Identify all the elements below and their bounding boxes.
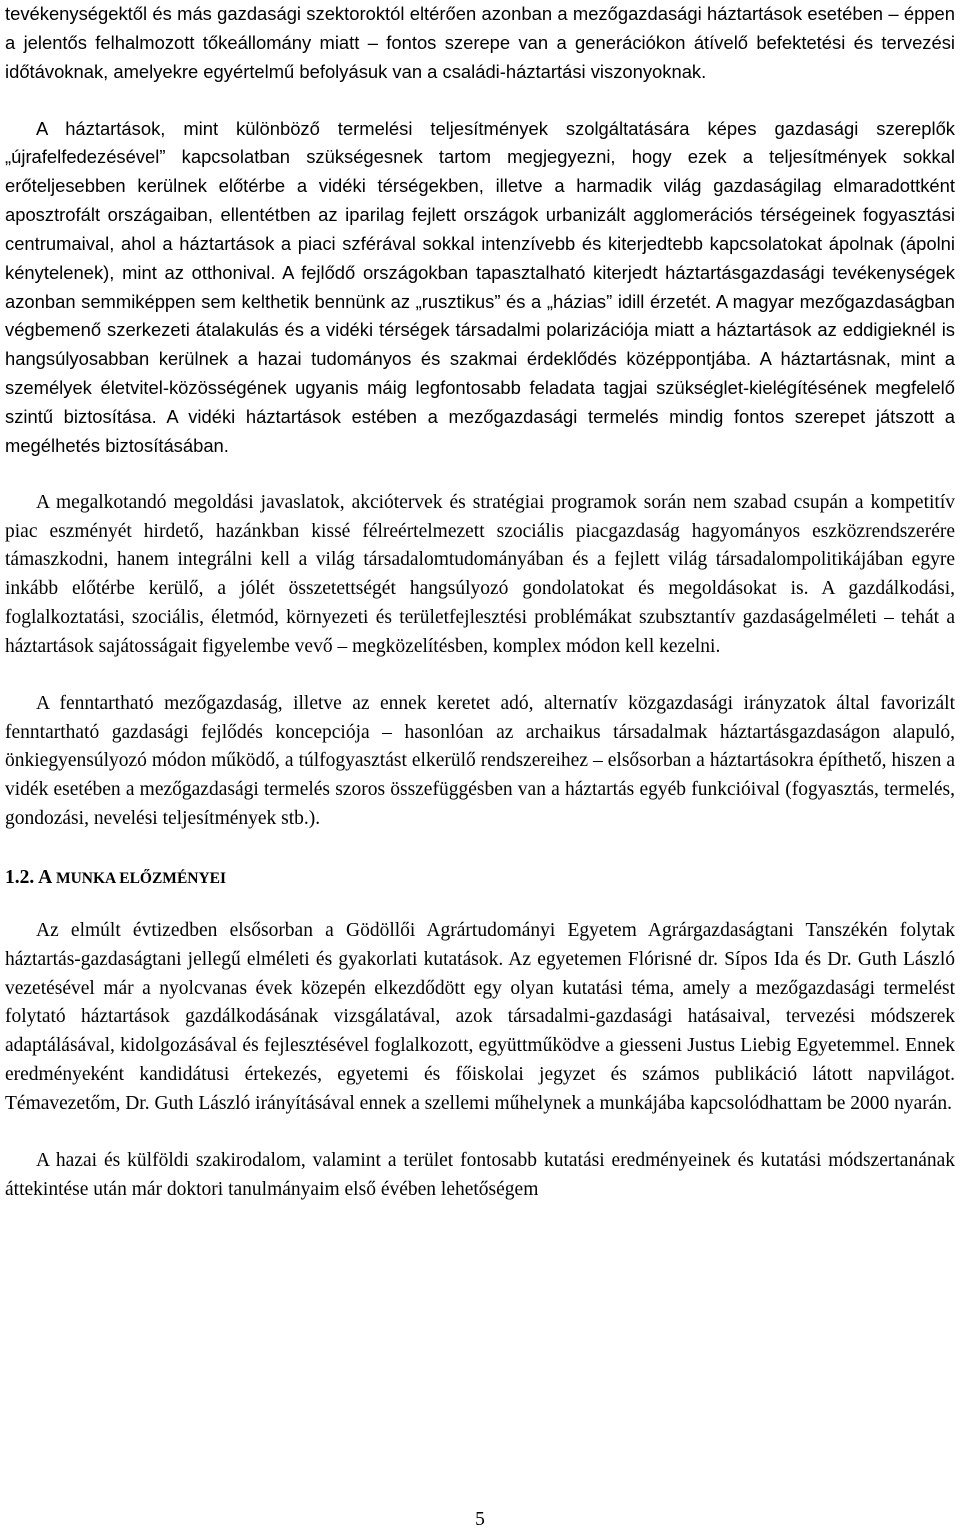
paragraph-solutions: A megalkotandó megoldási javaslatok, akciótervek és stratégiai programok során nem szabad csupán a kompetitív piac eszményét hirdető, hazánkban kissé félreértelmezett szociális piacgazdaság hagyományos eszközrendszerére támaszkodni, hanem integrálni kell a világ társadalomtudományában és a fejlett világ társadalompolitikájában egyre inkább előtérbe kerülő, a jólét összetettségét hangsúlyozó gondolatokat és megoldásokat is. A gazdálkodási, foglalkoztatási, szociális, életmód, környezeti és területfejlesztési problémákat szubsztantív gazdaságelméleti – tehát a háztartások sajátosságait figyelembe vevő – megközelítésben, komplex módon kell kezelni. — [5, 491, 955, 657]
paragraph-sustainable-agriculture: A fenntartható mezőgazdaság, illetve az ennek keretet adó, alternatív közgazdasági irányzatok által favorizált fenntartható gazdasági fejlődés koncepciója – hasonlóan az archaikus társadalmak háztartásgazdaságon alapuló, önkiegyensúlyozó módon működő, a túlfogyasztást elkerülő rendszereihez – elsősorban a háztartásokra építhető, hiszen a vidék esetében a mezőgazdasági termelés szoros összefüggésben van a háztartás egyéb funkcióival (fogyasztás, termelés, gondozási, nevelési teljesítmények stb.). — [5, 692, 955, 830]
page-number: 5 — [475, 1509, 485, 1530]
section-title-rest: MUNKA ELŐZMÉNYEI — [55, 869, 227, 887]
paragraph-prior-work: Az elmúlt évtizedben elsősorban a Gödöllői Agrártudományi Egyetem Agrárgazdaságtani Tanszékén folytak háztartás-gazdaságtani jellegű elméleti és gyakorlati kutatások. Az egyetemen Flórisné dr. Sípos Ida és Dr. Guth László vezetésével már a nyolcvanas évek közepén elkezdődött egy olyan kutatási téma, amely a mezőgazdasági termelést folytató háztartások gazdálkodásának vizsgálatával, azok társadalmi-gazdasági hatásaival, tervezési módszerek adaptálásával, kidolgozásával és fejlesztésével foglalkozott, együttműködve a giesseni Justus Liebig Egyetemmel. Ennek eredményeként kandidátusi értekezés, egyetemi és főiskolai jegyzet és számos publikáció látott napvilágot. Témavezetőm, Dr. Guth László irányításával ennek a szellemi műhelynek a munkájába kapcsolódhattam be 2000 nyarán. — [5, 919, 955, 1114]
paragraph-continuation: tevékenységektől és más gazdasági szektoroktól eltérően azonban a mezőgazdasági háztartások esetében – éppen a jelentős felhalmozott tőkeállomány miatt – fontos szerepe van a generációkon átívelő befektetési és tervezési időtávoknak, amelyekre egyértelmű befolyásuk van a családi-háztartási viszonyoknak. — [5, 3, 955, 82]
section-heading — [5, 864, 955, 893]
section-title-initial: A — [38, 866, 52, 888]
document-page — [5, 0, 955, 1205]
paragraph-households: A háztartások, mint különböző termelési teljesítmények szolgáltatására képes gazdasági szereplők „újrafelfedezésével” kapcsolatban szükségesnek tartom megjegyezni, hogy ezek a teljesítmények sokkal erőteljesebben kerülnek előtérbe a vidéki térségekben, illetve a harmadik világ gazdaságilag elmaradottként aposztrofált országaiban, ellentétben az iparilag fejlett országok urbanizált agglomerációs térségeinek fogyasztási centrumaival, ahol a háztartások a piaci szférával sokkal intenzívebb és kiterjedtebb kapcsolatokat ápolnak (ápolni kénytelenek), mint az otthonival. A fejlődő országokban tapasztalható kiterjedt háztartásgazdasági tevékenységek azonban semmiképpen sem kelthetik bennünk az „rusztikus” és a „házias” idill érzetét. A magyar mezőgazdaságban végbemenő szerkezeti átalakulás és a vidéki térségek társadalmi polarizációja miatt a háztartások az eddigieknél is hangsúlyosabban kerülnek a hazai tudományos és szakmai érdeklődés középpontjába. A háztartásnak, mint a személyek életvitel-közösségének ugyanis máig legfontosabb feladata tagjai szükséglet-kielégítésének megfelelő szintű biztosítása. A vidéki háztartások estében a mezőgazdasági termelés mindig fontos szerepet játszott a megélhetés biztosításában. — [5, 117, 955, 456]
section-number: 1.2. — [5, 866, 35, 888]
paragraph-literature-review: A hazai és külföldi szakirodalom, valamint a terület fontosabb kutatási eredményeinek és kutatási módszertanának áttekintése után már doktori tanulmányaim első évében lehetőségem — [5, 1149, 955, 1200]
